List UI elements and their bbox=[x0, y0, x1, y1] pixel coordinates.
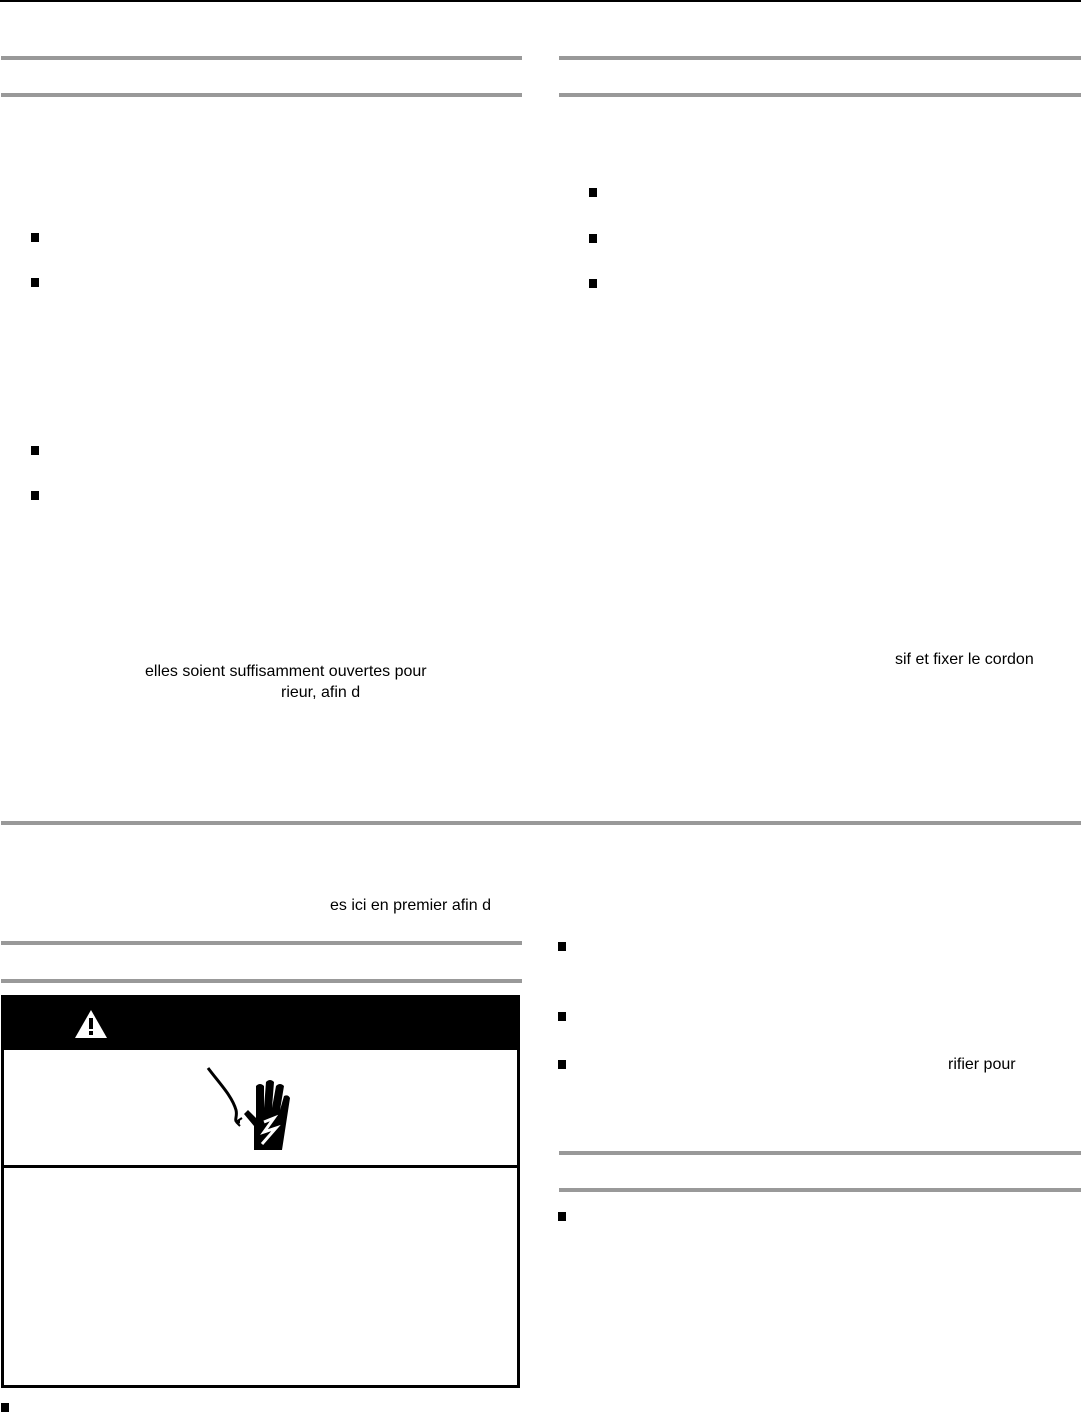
warning-box bbox=[1, 995, 520, 1388]
bullet-marker bbox=[558, 1060, 566, 1069]
section-rule-top-right-1 bbox=[559, 56, 1081, 60]
section-rule-lower-left-1 bbox=[1, 941, 522, 945]
bullet-marker bbox=[589, 188, 597, 197]
section-rule-lower-left-2 bbox=[1, 979, 522, 983]
section-rule-top-right-2 bbox=[559, 93, 1081, 97]
warning-triangle-icon bbox=[73, 1008, 109, 1040]
warning-separator bbox=[4, 1165, 517, 1168]
text-fragment: rieur, afin d bbox=[281, 684, 361, 701]
warning-header-bar bbox=[4, 998, 517, 1050]
section-rule-lower-right-1 bbox=[559, 1151, 1081, 1155]
section-rule-lower-right-2 bbox=[559, 1188, 1081, 1192]
bullet-marker bbox=[589, 234, 597, 243]
bullet-marker bbox=[31, 491, 39, 500]
bullet-marker bbox=[1, 1403, 9, 1412]
bullet-marker bbox=[31, 446, 39, 455]
bullet-marker bbox=[558, 1012, 566, 1021]
text-fragment: es ici en premier afin d bbox=[330, 897, 491, 914]
section-rule-top-left-2 bbox=[1, 93, 522, 97]
text-fragment: elles soient suffisamment ouvertes pour bbox=[145, 663, 427, 680]
bullet-marker bbox=[31, 278, 39, 287]
bullet-marker bbox=[558, 942, 566, 951]
section-rule-top-left-1 bbox=[1, 56, 522, 60]
text-fragment: sif et fixer le cordon bbox=[895, 651, 1034, 668]
text-fragment: rifier pour bbox=[948, 1056, 1016, 1073]
bullet-marker bbox=[558, 1212, 566, 1221]
bullet-marker bbox=[31, 233, 39, 242]
electrical-shock-hand-icon bbox=[202, 1066, 294, 1158]
top-border-line bbox=[0, 0, 1081, 2]
section-divider-full bbox=[1, 821, 1081, 825]
bullet-marker bbox=[589, 279, 597, 288]
